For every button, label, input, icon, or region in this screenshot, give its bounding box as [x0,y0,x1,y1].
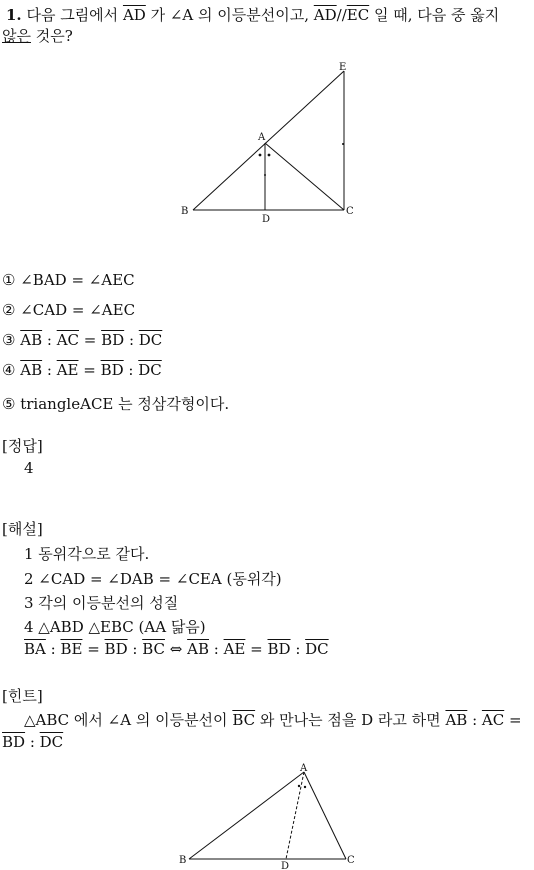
line-ac [304,772,346,859]
segment: $\overline{BC}$ [142,640,165,658]
segment: $\overline{BA}$ [24,640,46,658]
segment: $\overline{DC}$ [138,361,162,379]
segment: $\overline{AB}$ [187,640,209,658]
segment: $\overline{DC}$ [305,640,329,658]
segment: $\overline{AB}$ [20,361,43,379]
choice-5[interactable] [2,393,229,414]
segment: $\overline{AE}$ [223,640,246,658]
question-number: 1. [6,6,22,24]
line-ab [189,772,304,859]
explanation-line-1: 1 동위각으로 같다. [24,545,150,563]
label-e: E [339,62,347,73]
parallel-symbol: // [336,6,347,24]
label-d: D [262,214,271,225]
label-d: D [281,861,290,870]
label-b: B [181,206,189,217]
segment: $\overline{BC}$ [232,711,256,729]
segment: $\overline{BD}$ [101,331,125,349]
label-a: A [300,763,308,774]
choice-mark: ① [2,271,16,289]
question-text: 가 ∠A 의 이등분선이고, [150,6,309,24]
question-text: 일 때, 다음 중 옳지 [373,6,500,24]
label-a: A [258,132,266,143]
choice-4[interactable]: ④ $\overline{AB}$ : $\overline{AE} = \overline{BD}$ : $\overline{DC}$ [2,361,162,379]
hint-text: △ABC 에서 ∠A 의 이등분선이 [24,711,228,729]
segment: $\overline{AB}$ [445,711,468,729]
tick-mark [264,174,266,176]
choice-mark: ⑤ [2,395,16,413]
explanation-title: [해설] [2,520,43,538]
tick-mark [342,143,344,145]
segment: $\overline{DC}$ [39,733,64,751]
segment-ec: $\overline{EC}$ [346,6,370,24]
hint-line-1: △ABC 에서 ∠A 의 이등분선이 $\overline{BC}$ 와 만나는 점을 D 라고 하면 $\overline{AB}$ : $\overline{AC}$ = [24,711,522,729]
segment: $\overline{AE}$ [56,361,79,379]
segment-ad: $\overline{AD}$ [122,6,146,24]
line-ac [265,143,344,210]
segment: $\overline{AB}$ [20,331,43,349]
angle-mark [304,786,306,788]
choice-mark: ③ [2,331,16,349]
angle-mark [268,154,271,157]
choice-text: triangleACE 는 정삼각형이다. [20,395,230,413]
question-text: 것은? [35,27,73,45]
choice-1[interactable] [2,271,135,289]
choice-3[interactable]: ③ $\overline{AB}$ : $\overline{AC} = \overline{BD}$ : $\overline{DC}$ [2,331,163,349]
choice-2[interactable] [2,301,135,319]
segment: $\overline{DC}$ [138,331,163,349]
figure-triangle-1 [0,0,534,240]
hint-line-2: $\overline{BD}$ : $\overline{DC}$ [2,733,64,751]
answer-title: [정답] [2,437,43,455]
segment: $\overline{AC}$ [481,711,505,729]
line-be [193,71,344,210]
segment: $\overline{BD}$ [267,640,291,658]
explanation-line-4: 4 △ABD △EBC (AA 닮음) [24,618,206,636]
explanation-line-5: $\overline{BA}$ : $\overline{BE} = \overline{BD}$ : $\overline{BC}$ ⇔ $\overline{AB}$ : $\overline{AE} = \overline{BD}$ : $\overline{DC}$ [24,640,329,658]
explanation-line-3: 3 각의 이등분선의 성질 [24,594,179,612]
choice-text: ∠BAD = ∠AEC [20,271,135,289]
hint-text: 와 만나는 점을 D 라고 하면 [259,711,441,729]
hint-title: [힌트] [2,687,43,705]
figure-triangle-2 [0,760,534,870]
label-b: B [179,855,187,866]
label-c: C [347,855,355,866]
answer-value: 4 [24,459,34,477]
segment-ad: $\overline{AD}$ [313,6,337,24]
label-c: C [346,206,354,217]
choice-text: ∠CAD = ∠AEC [20,301,136,319]
segment: $\overline{BD}$ [104,640,128,658]
choice-mark: ④ [2,361,16,379]
line-ad-dashed [286,772,304,859]
underlined-not: 않은 [2,27,31,45]
angle-mark [298,785,300,787]
choice-mark: ② [2,301,16,319]
question-text: 다음 그림에서 [26,6,119,24]
iff-symbol: ⇔ [169,640,183,658]
segment: $\overline{BD}$ [100,361,124,379]
segment: $\overline{AC}$ [56,331,79,349]
angle-mark [259,154,262,157]
segment: $\overline{BD}$ [2,733,26,751]
explanation-line-2: 2 ∠CAD = ∠DAB = ∠CEA (동위각) [24,570,282,588]
segment: $\overline{BE}$ [60,640,83,658]
